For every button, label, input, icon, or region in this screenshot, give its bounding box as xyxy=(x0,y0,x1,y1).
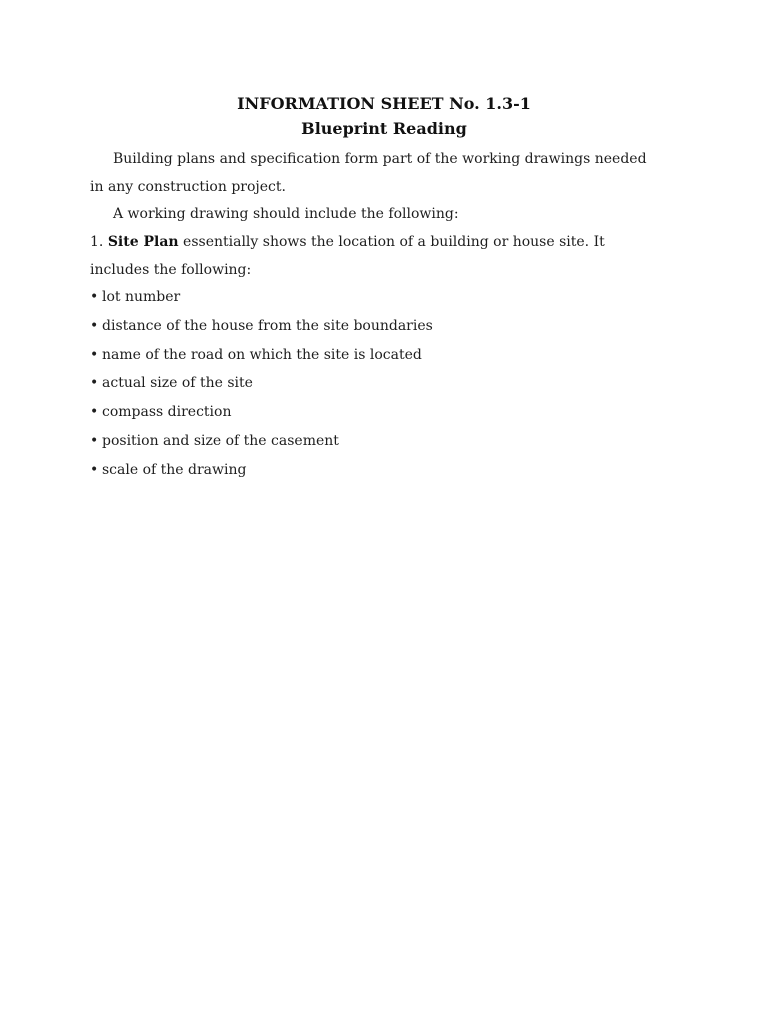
sheet-subtitle: Blueprint Reading xyxy=(301,119,467,138)
list-item-text: distance of the house from the site boundaries xyxy=(102,318,433,334)
paragraph-2: A working drawing should include the following: xyxy=(113,206,459,222)
bullet-icon: • xyxy=(90,375,99,391)
list-item-text: lot number xyxy=(102,289,181,305)
list-item-text: compass direction xyxy=(102,404,232,420)
item-1-term: Site Plan xyxy=(107,234,179,250)
paragraph-1-line-2: in any construction project. xyxy=(90,179,286,195)
paragraph-1-line-1: Building plans and specification form part of the working drawings needed xyxy=(113,151,647,167)
item-1-line-2: includes the following: xyxy=(90,262,252,278)
list-item-text: name of the road on which the site is located xyxy=(102,347,422,363)
list-item xyxy=(90,317,433,335)
list-item-text: actual size of the site xyxy=(102,375,253,391)
list-item xyxy=(90,346,422,364)
item-1-description: essentially shows the location of a building or house site. It xyxy=(183,234,605,250)
bullet-icon: • xyxy=(90,318,99,334)
bullet-icon: • xyxy=(90,462,99,478)
list-item-text: scale of the drawing xyxy=(102,462,247,478)
list-item xyxy=(90,288,180,306)
list-item xyxy=(90,374,253,392)
list-item xyxy=(90,461,246,479)
list-item xyxy=(90,403,231,421)
bullet-icon: • xyxy=(90,289,99,305)
bullet-icon: • xyxy=(90,433,99,449)
sheet-title: INFORMATION SHEET No. 1.3-1 xyxy=(237,94,531,113)
bullet-icon: • xyxy=(90,404,99,420)
item-1-number: 1. xyxy=(90,234,104,250)
list-item-text: position and size of the casement xyxy=(102,433,339,449)
item-1-line-1 xyxy=(90,233,605,251)
list-item xyxy=(90,432,339,450)
bullet-icon: • xyxy=(90,347,99,363)
